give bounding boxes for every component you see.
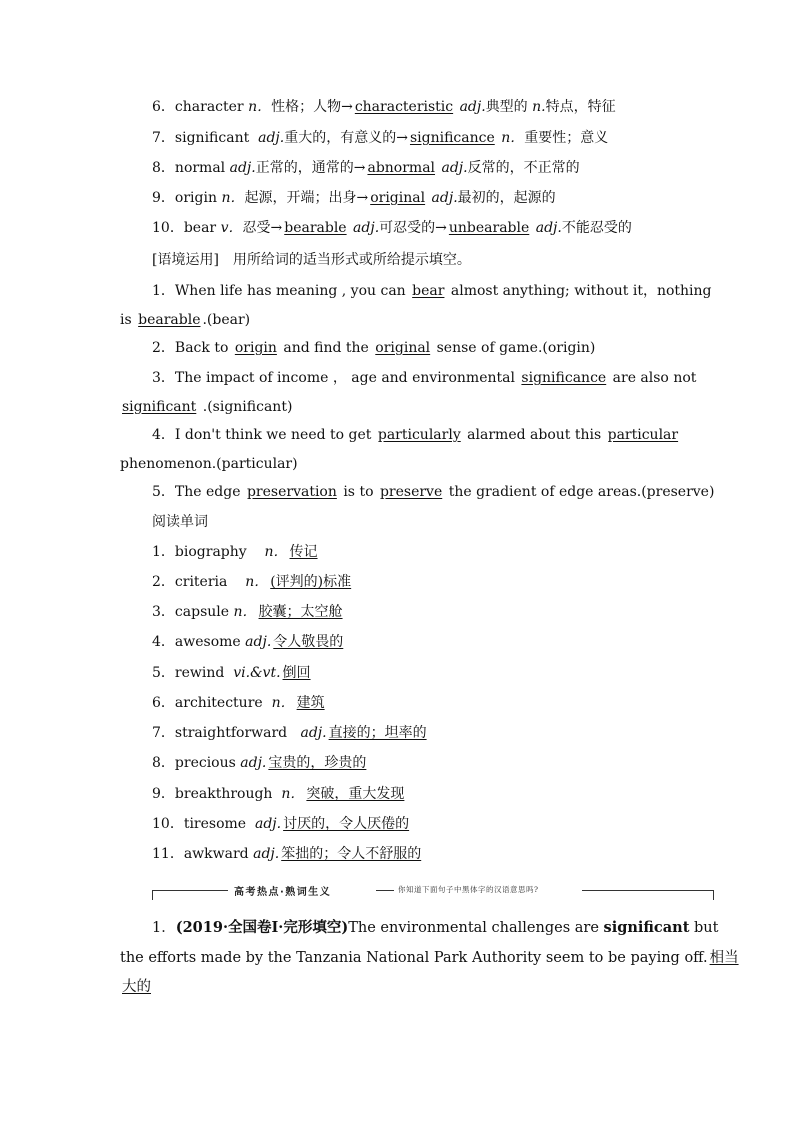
example-sentence-line3 — [120, 977, 794, 997]
context-sentence-4-line1: 4．I don't think we need to get particularly alarmed about this particular — [152, 427, 679, 443]
divider-title: 高考热点·熟词生义 — [234, 887, 332, 898]
context-heading: [语境运用] 用所给词的适当形式或所给提示填空。 — [152, 252, 471, 268]
answer-blank: significance — [409, 130, 495, 146]
reading-word-1: 1．biography n． 传记 — [152, 544, 318, 560]
vocab-derivation-7: 7．significant adj.重大的，有意义的→ significance n．重要性；意义 — [152, 130, 609, 146]
context-sentence-1-line1: 1．When life has meaning , you can bear almost anything; without it，nothing — [152, 283, 712, 299]
reading-word-4: 4．awesome adj. 令人敬畏的 — [152, 634, 344, 650]
divider-hint: 你知道下面句子中黑体字的汉语意思吗? — [398, 885, 539, 894]
answer-blank: abnormal — [367, 160, 436, 176]
reading-word-6: 6．architecture n． 建筑 — [152, 695, 325, 711]
context-sentence-3-line2: significant .(significant) — [122, 399, 293, 415]
vocab-derivation-6: 6．character n．性格；人物→ characteristic adj.典型的 n.特点，特征 — [152, 99, 616, 115]
reading-word-2: 2．criteria n． (评判的)标准 — [152, 574, 352, 590]
reading-heading: 阅读单词 — [152, 514, 208, 530]
example-sentence-line1: 1．(2019·全国卷Ⅰ·完形填空)The environmental challenges are significant but — [152, 919, 719, 936]
context-sentence-3-line1: 3．The impact of income ， age and environmental significance are also not — [152, 370, 697, 386]
divider-rule-right — [582, 890, 714, 891]
example-sentence-line2: the efforts made by the Tanzania National Park Authority seem to be paying off. 相当 — [120, 950, 739, 966]
context-sentence-1-line2: is bearable .(bear) — [120, 312, 251, 328]
reading-word-10: 10．tiresome adj. 讨厌的，令人厌倦的 — [152, 816, 410, 832]
answer-blank: unbearable — [448, 220, 530, 236]
divider-right-bracket — [713, 890, 714, 900]
example-answer: 相当 — [709, 950, 739, 966]
vocab-derivation-10: 10．bear v．忍受→ bearable adj.可忍受的→ unbearable adj.不能忍受的 — [152, 220, 632, 236]
divider-rule-mid — [376, 890, 394, 891]
section-divider — [152, 880, 714, 902]
answer-blank: bearable — [284, 220, 347, 236]
divider-rule-left — [152, 890, 228, 891]
reading-word-8: 8．precious adj. 宝贵的，珍贵的 — [152, 755, 367, 771]
vocab-derivation-8: 8．normal adj.正常的，通常的→ abnormal adj.反常的，不正常的 — [152, 160, 580, 176]
divider-left-bracket — [152, 890, 153, 900]
context-sentence-4-line2: phenomenon.(particular) — [120, 456, 298, 472]
answer-blank: characteristic — [354, 99, 454, 115]
reading-word-3: 3．capsule n． 胶囊；太空舱 — [152, 604, 343, 620]
context-sentence-5: 5．The edge preservation is to preserve the gradient of edge areas.(preserve) — [152, 484, 715, 500]
example-source: (2019·全国卷Ⅰ·完形填空) — [175, 919, 349, 936]
example-answer-cont: 大的 — [122, 979, 151, 995]
reading-word-9: 9．breakthrough n． 突破，重大发现 — [152, 786, 405, 802]
reading-word-7: 7．straightforward adj. 直接的；坦率的 — [152, 725, 427, 741]
answer-blank: original — [370, 190, 426, 206]
reading-word-5: 5．rewind vi.&vt. 倒回 — [152, 665, 311, 681]
vocab-derivation-9: 9．origin n．起源，开端；出身→ original adj.最初的，起源的 — [152, 190, 556, 206]
bold-keyword: significant — [603, 919, 690, 936]
context-sentence-2: 2．Back to origin and find the original sense of game.(origin) — [152, 340, 596, 356]
reading-word-11: 11．awkward adj. 笨拙的；令人不舒服的 — [152, 846, 422, 862]
